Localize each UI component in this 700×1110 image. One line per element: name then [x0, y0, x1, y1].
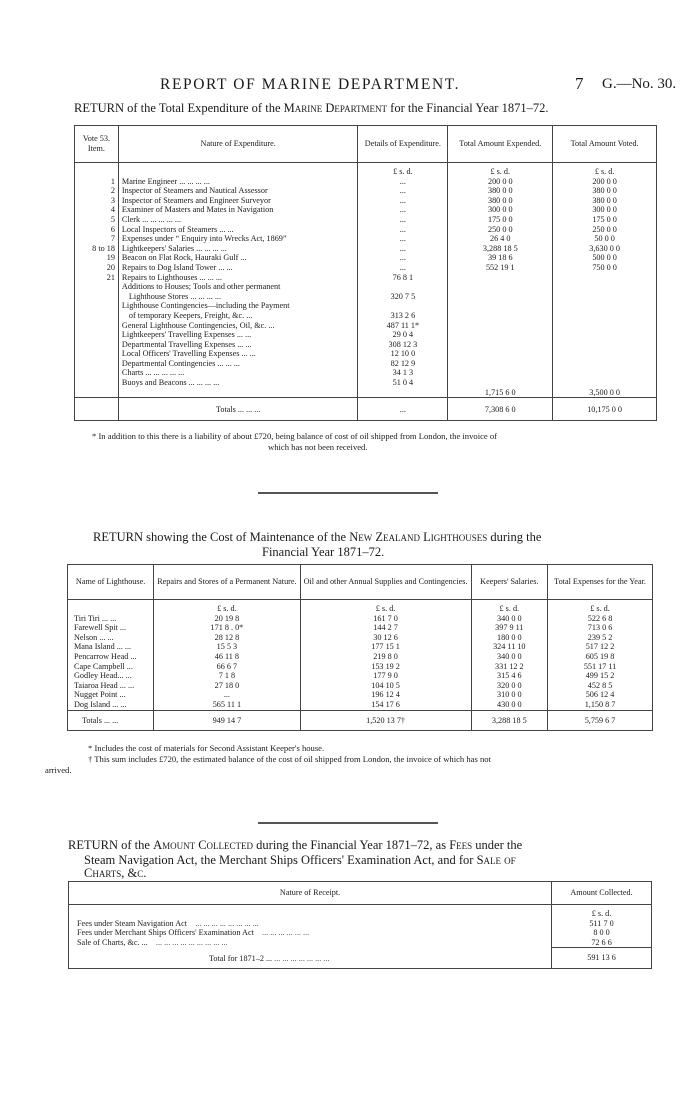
- caption-text: Steam Navigation Act, the Merchant Ships Officers' Examination Act, and for: [84, 853, 474, 867]
- table-row: [75, 273, 657, 283]
- oil-cost: 144 2 7: [300, 623, 471, 633]
- item-number: 21: [106, 272, 115, 282]
- table-row: [69, 919, 652, 929]
- fees-collected-table: [68, 881, 652, 969]
- amount-expended: 39 18 6: [448, 253, 553, 263]
- item-number: [75, 330, 119, 340]
- caption-emphasis: Fees: [449, 838, 473, 852]
- table-row: [75, 196, 657, 206]
- table-row: [75, 368, 657, 378]
- return2-footnote-cont: arrived.: [45, 765, 72, 775]
- table-row: [68, 642, 653, 652]
- expenditure-nature: Beacon on Flat Rock, Hauraki Gulf ...: [118, 253, 357, 263]
- expenditure-details: ...: [358, 234, 448, 244]
- expenditure-nature: Departmental Travelling Expenses ... ...: [118, 340, 357, 350]
- table-row: [68, 671, 653, 681]
- expenditure-details: 313 2 6: [358, 311, 448, 321]
- table-row: [75, 186, 657, 196]
- keepers-salaries: 340 0 0: [471, 652, 548, 662]
- return3-caption: [68, 838, 522, 853]
- amount-voted: 500 0 0: [553, 253, 657, 263]
- totals-total: 5,759 6 7: [548, 710, 653, 731]
- oil-cost: 177 15 1: [300, 642, 471, 652]
- expenditure-details: 308 12 3: [358, 340, 448, 350]
- expenditure-details: ...: [358, 244, 448, 254]
- receipt-nature-cell: [69, 928, 552, 938]
- amount-expended: [448, 321, 553, 331]
- table-row: [75, 340, 657, 350]
- total-expenses: 499 15 2: [548, 671, 653, 681]
- item-number: [75, 311, 119, 321]
- keepers-salaries: 180 0 0: [471, 633, 548, 643]
- table-row: [75, 263, 657, 273]
- amount-voted: [553, 273, 657, 283]
- report-title: REPORT OF MARINE DEPARTMENT.: [160, 76, 461, 93]
- expenditure-nature: Local Officers' Travelling Expenses ... ...: [118, 349, 357, 359]
- repairs-cost: 27 18 0: [154, 681, 300, 691]
- expenditure-nature: Buoys and Beacons ... ... ... ...: [118, 378, 357, 388]
- amount-expended: 300 0 0: [448, 205, 553, 215]
- table-row: [69, 938, 652, 948]
- amount-voted: [553, 292, 657, 302]
- oil-cost: 153 19 2: [300, 662, 471, 672]
- table-row: [68, 662, 653, 672]
- amount-expended: 552 19 1: [448, 263, 553, 273]
- amount-voted: [553, 330, 657, 340]
- totals-details: ...: [358, 398, 448, 421]
- oil-cost: 30 12 6: [300, 633, 471, 643]
- expenditure-details: [358, 388, 448, 398]
- amount-expended: 26 4 0: [448, 234, 553, 244]
- table-row: [68, 690, 653, 700]
- total-expenses: 506 12 4: [548, 690, 653, 700]
- section-divider: [258, 492, 438, 494]
- amount-collected: 511 7 0: [552, 919, 652, 929]
- expenditure-nature: Local Inspectors of Steamers ... ...: [118, 225, 357, 235]
- table-row: [75, 253, 657, 263]
- oil-cost: 177 9 0: [300, 671, 471, 681]
- total-expenses-header: Total Expenses for the Year.: [548, 565, 653, 600]
- lighthouse-name: Nelson ... ...: [74, 632, 114, 642]
- lighthouse-name-header: Name of Lighthouse.: [68, 565, 154, 600]
- lighthouse-name: Godley Head... ...: [74, 671, 132, 681]
- table-row: [75, 225, 657, 235]
- item-number: [75, 282, 119, 292]
- item-number: 6: [110, 224, 115, 234]
- table-row: [75, 301, 657, 311]
- expenditure-nature: Lightkeepers' Travelling Expenses ... ...: [118, 330, 357, 340]
- return3-caption-cont: Charts, &c.: [84, 866, 147, 880]
- expenditure-details: 34 1 3: [358, 368, 448, 378]
- expenditure-details: ...: [358, 186, 448, 196]
- amount-voted: 3,630 0 0: [553, 244, 657, 254]
- amount-expended: [448, 359, 553, 369]
- expenditure-details: ...: [358, 225, 448, 235]
- item-number: [75, 301, 119, 311]
- table-row: [75, 292, 657, 302]
- table-row: [68, 633, 653, 643]
- totals-oil: 1,520 13 7†: [300, 710, 471, 731]
- units-label: £ s. d.: [553, 163, 657, 177]
- lighthouse-name: Cape Campbell ...: [74, 661, 133, 671]
- item-number: 8 to 18: [92, 243, 115, 253]
- repairs-cost: 7 1 8: [154, 671, 300, 681]
- amount-expended: [448, 292, 553, 302]
- amount-expended: [448, 349, 553, 359]
- dot-leader: ... ... ... ... ... ...: [262, 928, 310, 938]
- keepers-salaries: 320 0 0: [471, 681, 548, 691]
- expenditure-nature: Inspector of Steamers and Engineer Surveyor: [118, 196, 357, 206]
- units-label: £ s. d.: [552, 905, 652, 919]
- total-expenses: 713 0 6: [548, 623, 653, 633]
- oil-cost: 196 12 4: [300, 690, 471, 700]
- amount-expended: [448, 311, 553, 321]
- keepers-salaries: 315 4 6: [471, 671, 548, 681]
- units-label: £ s. d.: [448, 163, 553, 177]
- expenditure-nature: Examiner of Masters and Mates in Navigation: [118, 205, 357, 215]
- expenditure-details: ...: [358, 215, 448, 225]
- keepers-salaries: 324 11 10: [471, 642, 548, 652]
- units-label: £ s. d.: [154, 600, 300, 614]
- item-number: [75, 321, 119, 331]
- receipt-nature: Sale of Charts, &c. ...: [77, 937, 148, 947]
- lighthouse-name: Dog Island ... ...: [74, 699, 127, 709]
- table-row: [75, 388, 657, 398]
- caption-emphasis: Sale of: [476, 853, 516, 867]
- expenditure-details: 12 10 0: [358, 349, 448, 359]
- table-row: [75, 359, 657, 369]
- total-expenses: 239 5 2: [548, 633, 653, 643]
- item-number: [75, 359, 119, 369]
- repairs-cost: 15 5 3: [154, 642, 300, 652]
- expenditure-details: [358, 282, 448, 292]
- receipt-nature: Fees under Steam Navigation Act: [77, 918, 188, 928]
- amount-expended: 380 0 0: [448, 196, 553, 206]
- units-label: £ s. d.: [358, 163, 448, 177]
- item-label: Item.: [87, 144, 105, 153]
- item-number: [75, 378, 119, 388]
- repairs-cost: 171 8 . 0*: [154, 623, 300, 633]
- amount-voted: 380 0 0: [553, 196, 657, 206]
- keepers-salaries: 430 0 0: [471, 700, 548, 710]
- table-row: [75, 330, 657, 340]
- amount-collected-header: Amount Collected.: [552, 882, 652, 905]
- document-number: G.—No. 30.: [602, 76, 677, 92]
- table-row: [75, 321, 657, 331]
- details-header: Details of Expenditure.: [358, 126, 448, 163]
- amount-expended: 200 0 0: [448, 177, 553, 187]
- expenditure-nature: of temporary Keepers, Freight, &c. ...: [118, 311, 357, 321]
- amount-voted: 200 0 0: [553, 177, 657, 187]
- table-row: [75, 282, 657, 292]
- amount-collected: 72 6 6: [552, 938, 652, 948]
- table-row: [75, 234, 657, 244]
- amount-voted: [553, 359, 657, 369]
- table-row: [75, 215, 657, 225]
- expenditure-nature: Lightkeepers' Salaries ... ... ... ...: [118, 244, 357, 254]
- item-number: [75, 368, 119, 378]
- amount-voted: 3,500 0 0: [553, 388, 657, 398]
- expended-header: Total Amount Expended.: [448, 126, 553, 163]
- totals-row: [75, 398, 657, 421]
- item-number: 3: [110, 195, 115, 205]
- expenditure-nature: Repairs to Lighthouses ... ... ...: [118, 273, 357, 283]
- table-row: [75, 244, 657, 254]
- return1-caption: [74, 101, 548, 116]
- item-number: 5: [110, 214, 115, 224]
- return2-caption-cont: Financial Year 1871–72.: [262, 545, 385, 559]
- amount-expended: [448, 273, 553, 283]
- total-row: [69, 948, 652, 969]
- amount-voted: [553, 349, 657, 359]
- units-row: [68, 600, 653, 614]
- caption-text: RETURN showing the Cost of Maintenance of the: [93, 530, 347, 544]
- expenditure-details: 76 8 1: [358, 273, 448, 283]
- amount-expended: 380 0 0: [448, 186, 553, 196]
- amount-voted: [553, 321, 657, 331]
- caption-emphasis: Marine Department: [283, 101, 388, 115]
- return2-footnote: * Includes the cost of materials for Second Assistant Keeper's house.: [88, 743, 325, 753]
- amount-voted: [553, 378, 657, 388]
- units-row: [69, 905, 652, 919]
- amount-voted: 300 0 0: [553, 205, 657, 215]
- lighthouse-name: Tiri Tiri ... ...: [74, 613, 117, 623]
- lighthouse-name: Mana Island ... ...: [74, 642, 132, 652]
- caption-text: during the: [490, 530, 542, 544]
- oil-cost: 219 8 0: [300, 652, 471, 662]
- units-label: £ s. d.: [471, 600, 548, 614]
- item-number: 20: [106, 262, 115, 272]
- total-expenses: 551 17 11: [548, 662, 653, 672]
- keepers-salaries: 397 9 11: [471, 623, 548, 633]
- expenditure-nature: Departmental Contingencies ... ... ...: [118, 359, 357, 369]
- amount-expended: 1,715 6 0: [448, 388, 553, 398]
- salaries-header: Keepers' Salaries.: [471, 565, 548, 600]
- amount-voted: 750 0 0: [553, 263, 657, 273]
- return2-footnote: † This sum includes £720, the estimated balance of the cost of oil shipped from London, the invoice of which has not: [88, 754, 491, 764]
- expenditure-table: [74, 125, 657, 421]
- dot-leader: ... ... ... ... ... ... ...: [274, 953, 330, 963]
- totals-row: [68, 710, 653, 731]
- repairs-header: Repairs and Stores of a Permanent Nature.: [154, 565, 300, 600]
- oil-cost: 104 10 5: [300, 681, 471, 691]
- return1-footnote: * In addition to this there is a liability of about £720, being balance of cost of oil shipped from London, the invoice of: [92, 431, 498, 441]
- expenditure-nature: [118, 388, 357, 398]
- totals-label: Totals ... ...: [68, 710, 154, 731]
- expenditure-details: 51 0 4: [358, 378, 448, 388]
- dot-leader: ... ... ... ... ... ... ... ... ...: [155, 937, 228, 947]
- amount-expended: [448, 282, 553, 292]
- caption-text: RETURN of the: [68, 838, 150, 852]
- item-number: 1: [110, 176, 115, 186]
- total-expenses: 452 8 5: [548, 681, 653, 691]
- table-row: [75, 205, 657, 215]
- vote-item-header: [75, 126, 119, 163]
- lighthouse-name: Farewell Spit ...: [74, 623, 127, 633]
- amount-expended: [448, 330, 553, 340]
- expenditure-nature: General Lighthouse Contingencies, Oil, &c. ...: [118, 321, 357, 331]
- expenditure-details: ...: [358, 263, 448, 273]
- table-row: [75, 349, 657, 359]
- repairs-cost: 46 11 8: [154, 652, 300, 662]
- expenditure-details: 82 12 9: [358, 359, 448, 369]
- expenditure-nature: Lighthouse Contingencies—including the Payment: [118, 301, 357, 311]
- repairs-cost: 28 12 8: [154, 633, 300, 643]
- nature-header: Nature of Expenditure.: [118, 126, 357, 163]
- totals-expended: 7,308 6 0: [448, 398, 553, 421]
- amount-voted: [553, 340, 657, 350]
- amount-expended: [448, 378, 553, 388]
- total-label: Total for 1871–2 ...: [209, 953, 273, 963]
- table-row: [75, 311, 657, 321]
- amount-expended: 250 0 0: [448, 225, 553, 235]
- item-number: [75, 340, 119, 350]
- section-divider: [258, 822, 438, 824]
- expenditure-details: ...: [358, 196, 448, 206]
- expenditure-nature: Lighthouse Stores ... ... ... ...: [118, 292, 357, 302]
- return3-caption-cont: [84, 853, 516, 868]
- amount-expended: [448, 301, 553, 311]
- amount-voted: [553, 311, 657, 321]
- vote-label: Vote 53.: [82, 134, 111, 144]
- caption-emphasis: Amount Collected: [153, 838, 254, 852]
- expenditure-nature: Additions to Houses; Tools and other permanent: [118, 282, 357, 292]
- item-number: 2: [110, 186, 115, 196]
- oil-header: Oil and other Annual Supplies and Contingencies.: [300, 565, 471, 600]
- total-expenses: 517 12 2: [548, 642, 653, 652]
- expenditure-nature: Marine Engineer ... ... ... ...: [118, 177, 357, 187]
- amount-voted: [553, 368, 657, 378]
- lighthouse-name: Nugget Point ...: [74, 690, 126, 700]
- dot-leader: ... ... ... ... ... ... ... ...: [195, 918, 259, 928]
- total-expenses: 522 6 8: [548, 614, 653, 624]
- table-row: [68, 681, 653, 691]
- amount-expended: 3,288 18 5: [448, 244, 553, 254]
- amount-voted: 380 0 0: [553, 186, 657, 196]
- amount-voted: 175 0 0: [553, 215, 657, 225]
- expenditure-details: ...: [358, 253, 448, 263]
- units-row: [75, 163, 657, 177]
- item-number: [75, 349, 119, 359]
- total-amount: 591 13 6: [552, 948, 652, 969]
- total-expenses: 1,150 8 7: [548, 700, 653, 710]
- totals-repairs: 949 14 7: [154, 710, 300, 731]
- oil-cost: 161 7 0: [300, 614, 471, 624]
- units-label: £ s. d.: [300, 600, 471, 614]
- keepers-salaries: 331 12 2: [471, 662, 548, 672]
- table-row: [68, 700, 653, 710]
- receipt-nature: Fees under Merchant Ships Officers' Examination Act: [77, 928, 254, 938]
- page-number: 7: [575, 74, 584, 93]
- amount-voted: [553, 282, 657, 292]
- amount-voted: 250 0 0: [553, 225, 657, 235]
- expenditure-nature: Repairs to Dog Island Tower ... ...: [118, 263, 357, 273]
- keepers-salaries: 310 0 0: [471, 690, 548, 700]
- expenditure-details: 320 7 5: [358, 292, 448, 302]
- lighthouse-cost-table: [67, 564, 653, 731]
- amount-voted: [553, 301, 657, 311]
- lighthouse-name: Pencarrow Head ...: [74, 651, 137, 661]
- total-expenses: 605 19 8: [548, 652, 653, 662]
- voted-header: Total Amount Voted.: [553, 126, 657, 163]
- totals-label: Totals ... ... ...: [118, 398, 357, 421]
- total-label-cell: [69, 948, 552, 969]
- expenditure-details: ...: [358, 205, 448, 215]
- item-number: 4: [110, 205, 115, 215]
- caption-text: for the Financial Year 1871–72.: [390, 101, 549, 115]
- keepers-salaries: 340 0 0: [471, 614, 548, 624]
- amount-expended: [448, 340, 553, 350]
- expenditure-nature: Inspector of Steamers and Nautical Assessor: [118, 186, 357, 196]
- expenditure-nature: Expenses under “ Enquiry into Wrecks Act, 1869”: [118, 234, 357, 244]
- repairs-cost: ...: [154, 690, 300, 700]
- item-number: [75, 388, 119, 398]
- return1-footnote-cont: which has not been received.: [268, 442, 368, 452]
- units-label: £ s. d.: [548, 600, 653, 614]
- table-row: [68, 652, 653, 662]
- expenditure-details: [358, 301, 448, 311]
- caption-text: RETURN of the Total Expenditure of the: [74, 101, 281, 115]
- caption-text: under the: [475, 838, 523, 852]
- return2-caption: [93, 530, 541, 545]
- repairs-cost: 565 11 1: [154, 700, 300, 710]
- table-row: [68, 614, 653, 624]
- receipt-nature-header: Nature of Receipt.: [69, 882, 552, 905]
- repairs-cost: 66 6 7: [154, 662, 300, 672]
- totals-salaries: 3,288 18 5: [471, 710, 548, 731]
- receipt-nature-cell: [69, 938, 552, 948]
- table-row: [68, 623, 653, 633]
- lighthouse-name: Taiaroa Head ... ...: [74, 680, 135, 690]
- item-number: 19: [106, 253, 115, 263]
- expenditure-nature: Clerk ... ... ... ... ...: [118, 215, 357, 225]
- expenditure-details: 29 0 4: [358, 330, 448, 340]
- amount-collected: 8 0 0: [552, 928, 652, 938]
- oil-cost: 154 17 6: [300, 700, 471, 710]
- receipt-nature-cell: [69, 919, 552, 929]
- amount-expended: [448, 368, 553, 378]
- table-row: [75, 378, 657, 388]
- expenditure-details: ...: [358, 177, 448, 187]
- amount-expended: 175 0 0: [448, 215, 553, 225]
- totals-voted: 10,175 0 0: [553, 398, 657, 421]
- expenditure-details: 487 11 1*: [358, 321, 448, 331]
- repairs-cost: 20 19 8: [154, 614, 300, 624]
- item-number: 7: [110, 234, 115, 244]
- caption-emphasis: New Zealand Lighthouses: [349, 530, 488, 544]
- table-row: [69, 928, 652, 938]
- caption-text: during the Financial Year 1871–72, as: [256, 838, 447, 852]
- table-row: [75, 177, 657, 187]
- expenditure-nature: Charts ... ... ... ... ...: [118, 368, 357, 378]
- item-number: [75, 292, 119, 302]
- amount-voted: 50 0 0: [553, 234, 657, 244]
